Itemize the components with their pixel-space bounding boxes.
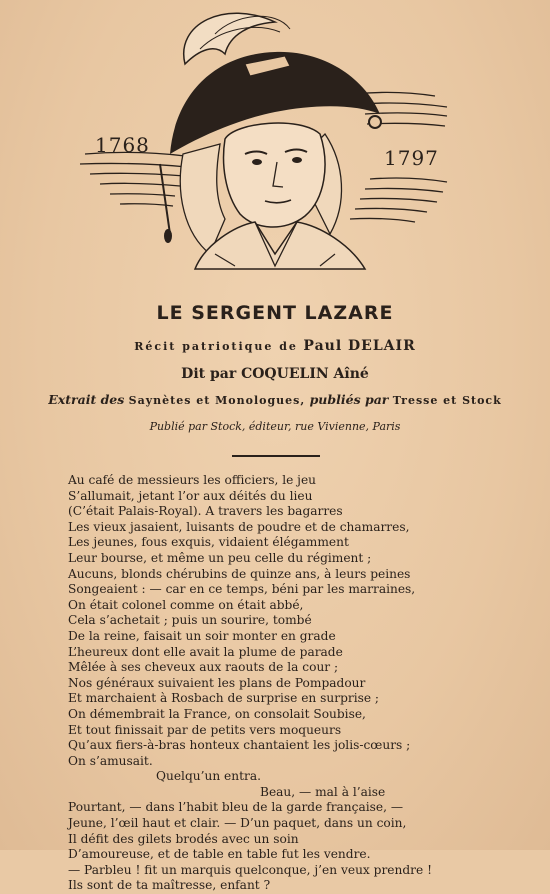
performer-line: Dit par COQUELIN Aîné bbox=[181, 366, 369, 382]
poem-line: Au café de messieurs les officiers, le jeu bbox=[68, 473, 317, 487]
poem-line: — Parbleu ! fit un marquis quelconque, j’en veux prendre ! bbox=[68, 862, 432, 877]
poem-line: Et marchaient à Rosbach de surprise en surprise ; bbox=[68, 691, 380, 706]
poem-line: Les vieux jasaient, luisants de poudre et de chamarres, bbox=[68, 519, 410, 534]
poem-line: Quelqu’un entra. bbox=[156, 769, 261, 784]
poem-line: On démembrait la France, on consolait Soubise, bbox=[68, 706, 366, 721]
poem-line: Aucuns, blonds chérubins de quinze ans, à leurs peines bbox=[68, 566, 411, 581]
extract-mid: publiés par bbox=[309, 392, 389, 407]
extract-lead: Extrait des bbox=[48, 392, 125, 407]
poem-line: Jeune, l’œil haut et clair. — D’un paquet, dans un coin, bbox=[68, 816, 407, 831]
divider bbox=[232, 455, 320, 457]
poem-line: Nos généraux suivaient les plans de Pompadour bbox=[68, 675, 366, 690]
death-year: 1797 bbox=[384, 146, 439, 170]
poem-line: Cela s’achetait ; puis un sourire, tombé bbox=[68, 613, 312, 628]
page-title: LE SERGENT LAZARE bbox=[156, 302, 394, 324]
poem-line: Ils sont de ta maîtresse, enfant ? bbox=[68, 878, 271, 893]
poem-line: S’allumait, jetant l’or aux déités du lieu bbox=[68, 488, 313, 503]
poem-line: (C’était Palais-Royal). A travers les bagarres bbox=[68, 504, 343, 519]
subtitle bbox=[0, 338, 550, 354]
poem-line: Qu’aux fiers-à-bras honteux chantaient les jolis-cœurs ; bbox=[68, 738, 411, 753]
extract-publisher: Tresse et Stock bbox=[392, 394, 502, 407]
poem-line: Il défit des gilets brodés avec un soin bbox=[68, 831, 299, 846]
poem-line: Mêlée à ses cheveux aux raouts de la cour ; bbox=[68, 660, 339, 675]
publisher-line: Publié par Stock, éditeur, rue Vivienne, Paris bbox=[149, 420, 401, 433]
poem-line: Pourtant, — dans l’habit bleu de la garde française, — bbox=[68, 800, 404, 815]
poem-line: L’heureux dont elle avait la plume de parade bbox=[68, 644, 343, 659]
poem-line: Les jeunes, fous exquis, vidaient élégamment bbox=[68, 535, 349, 550]
poem-line: Beau, — mal à l’aise bbox=[260, 784, 386, 799]
subtitle-author: Paul DELAIR bbox=[303, 338, 416, 354]
subtitle-prefix: Récit patriotique de bbox=[134, 340, 298, 353]
poem-line: Songeaient : — car en ce temps, béni par les marraines, bbox=[68, 582, 416, 597]
poem-line: On était colonel comme on était abbé, bbox=[68, 597, 304, 612]
extract-line bbox=[0, 392, 550, 407]
poem-line: Leur bourse, et même un peu celle du régiment ; bbox=[68, 550, 372, 565]
birth-year: 1768 bbox=[95, 133, 150, 157]
poem-line: Et tout finissait par de petits vers moqueurs bbox=[68, 722, 342, 737]
poem-line: D’amoureuse, et de table en table fut les vendre. bbox=[68, 847, 371, 862]
poem-body bbox=[68, 473, 498, 894]
poem-line: De la reine, faisait un soir monter en grade bbox=[68, 628, 336, 643]
poem-line: On s’amusait. bbox=[68, 753, 153, 768]
extract-work: Saynètes et Monologues, bbox=[128, 394, 306, 407]
